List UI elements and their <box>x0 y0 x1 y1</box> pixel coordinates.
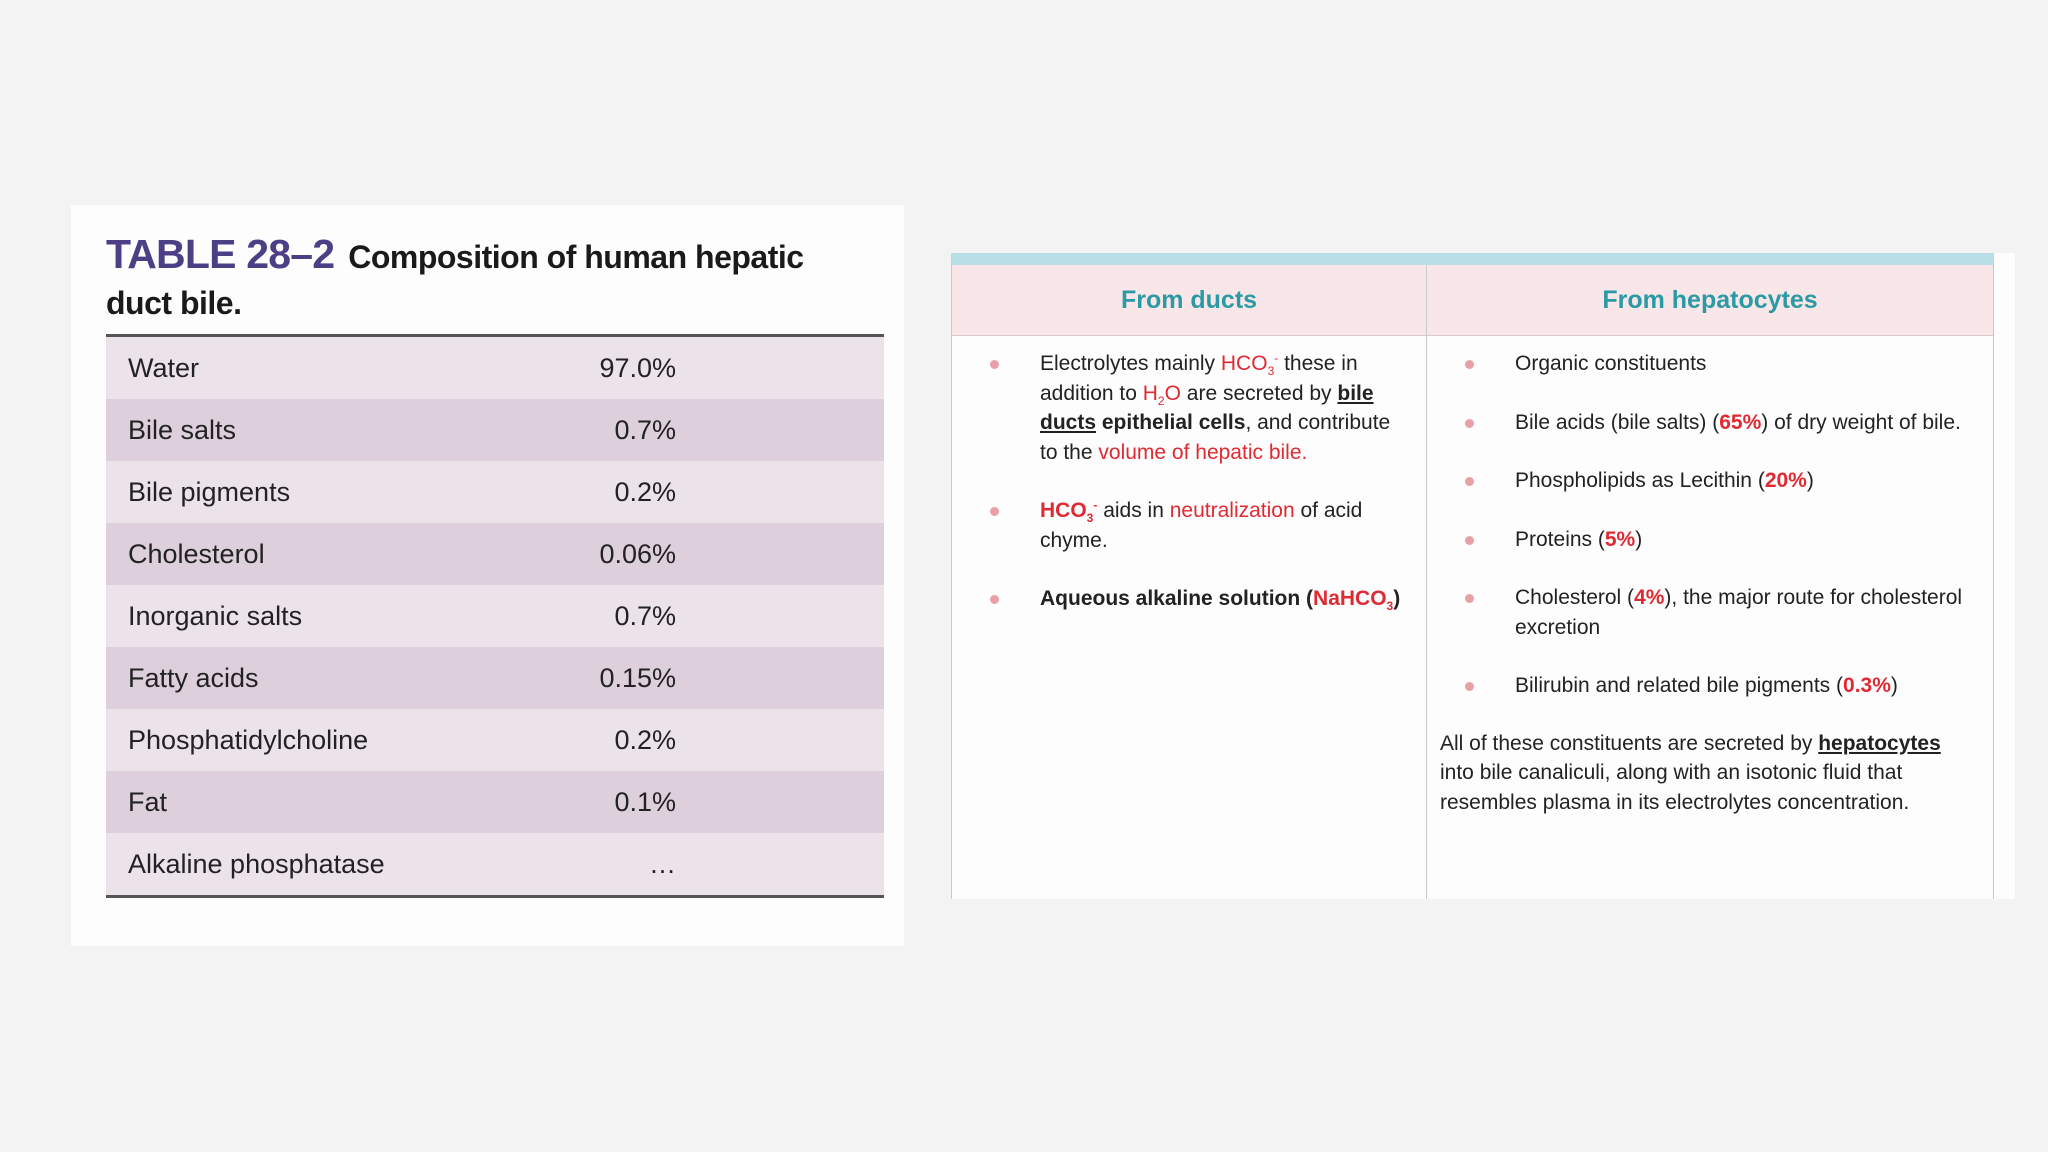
component-name: Fat <box>128 786 168 817</box>
text-span: ) of dry weight of bile. <box>1761 410 1961 434</box>
table-caption: Composition of human hepatic duct bile. <box>106 239 804 321</box>
text-span: Bile acids (bile salts) ( <box>1515 410 1720 434</box>
bullet-icon <box>1465 682 1474 691</box>
superscript: - <box>1093 498 1098 512</box>
hepatocytes-column <box>1427 349 1993 817</box>
composition-table <box>106 334 884 898</box>
component-name: Bile pigments <box>128 476 291 507</box>
ducts-column <box>952 349 1426 643</box>
component-value: … <box>649 848 676 879</box>
hep-bullet-bilirubin <box>1515 671 1975 701</box>
water-term <box>1142 381 1181 408</box>
epithelial-cells-term: epithelial cells <box>1101 411 1246 434</box>
component-value: 0.2% <box>614 476 676 507</box>
text-span: Phospholipids as Lecithin ( <box>1515 469 1765 492</box>
text-span: , and contribute to the <box>1040 411 1391 464</box>
percent-value: 65% <box>1719 410 1762 434</box>
bile-composition-card <box>71 205 904 946</box>
text-span: of acid chyme. <box>1040 499 1363 552</box>
subscript: 3 <box>1386 599 1394 614</box>
ducts-bullet-alkaline <box>1040 584 1410 614</box>
text-span: ) <box>1393 587 1401 610</box>
text-span: into bile canaliculi, along with an isotonic fluid that resembles plasma in its electrolytes concentration. <box>1440 761 1910 814</box>
component-value: 0.15% <box>599 662 676 693</box>
bullet-icon <box>1465 360 1474 369</box>
text-span: Electrolytes mainly <box>1040 352 1221 375</box>
bullet-icon <box>1465 419 1474 428</box>
list-item <box>1427 583 1993 642</box>
text-span: HCO <box>1040 499 1087 522</box>
text-span: aids in <box>1097 499 1170 522</box>
neutralization-term: neutralization <box>1169 499 1295 522</box>
bullet-icon <box>990 595 999 604</box>
component-value: 97.0% <box>599 352 676 383</box>
bile-sources-table <box>951 253 1994 899</box>
text-span: All of these constituents are secreted by <box>1440 731 1819 755</box>
hep-bullet-phospholipids <box>1515 466 1975 496</box>
hepatocytes-term: hepatocytes <box>1818 731 1941 755</box>
hep-bullet-bile-acids <box>1515 408 1975 438</box>
list-item <box>952 349 1426 467</box>
component-name: Phosphatidylcholine <box>128 724 369 755</box>
text-span: Bilirubin and related bile pigments ( <box>1515 674 1844 697</box>
ducts-bullet-hco3 <box>1040 496 1410 555</box>
text-span: are secreted by <box>1180 381 1338 405</box>
bullet-icon <box>1465 536 1474 545</box>
list-item <box>1427 349 1993 379</box>
text-span: Aqueous alkaline solution ( <box>1040 587 1314 610</box>
text-span: Proteins ( <box>1515 527 1605 551</box>
component-name: Alkaline phosphatase <box>128 848 385 879</box>
subscript: 2 <box>1157 393 1165 408</box>
component-value: 0.7% <box>614 600 676 631</box>
subscript: 3 <box>1086 511 1094 526</box>
list-item <box>952 584 1426 614</box>
component-name: Bile salts <box>128 414 237 445</box>
bile-ducts-term: bile ducts <box>1040 381 1374 434</box>
table-row <box>106 833 884 895</box>
list-item <box>1427 525 1993 555</box>
component-value: 0.06% <box>599 538 676 569</box>
hep-bullet-proteins <box>1515 525 1975 555</box>
hep-bullet-organic: Organic constituents <box>1515 352 1707 375</box>
component-name: Cholesterol <box>128 538 265 569</box>
bile-sources-panel <box>951 253 2015 899</box>
text-span: HCO <box>1220 352 1268 375</box>
table-number: TABLE 28–2 <box>106 231 335 277</box>
percent-value: 0.3% <box>1843 674 1891 697</box>
percent-value: 20% <box>1764 469 1807 492</box>
percent-value: 5% <box>1604 527 1636 551</box>
table-row <box>106 461 884 523</box>
component-value: 0.2% <box>614 724 676 755</box>
table-row <box>106 337 884 399</box>
bullet-icon <box>1465 477 1474 486</box>
text-span: NaHCO <box>1313 587 1387 610</box>
volume-term: volume of hepatic bile. <box>1098 440 1308 464</box>
header-from-ducts: From ducts <box>952 265 1426 336</box>
text-span: ), the major route for cholesterol excretion <box>1515 586 1963 639</box>
list-item <box>1427 408 1993 438</box>
component-value: 0.1% <box>614 786 676 817</box>
list-item <box>1427 671 1993 701</box>
text-span: H <box>1142 381 1158 405</box>
table-title <box>106 231 806 326</box>
bullet-icon <box>990 360 999 369</box>
list-item <box>952 496 1426 555</box>
hco3-term <box>1040 498 1098 526</box>
percent-value: 4% <box>1634 586 1665 609</box>
superscript: - <box>1274 351 1279 365</box>
component-name: Inorganic salts <box>128 600 303 631</box>
text-span: ) <box>1635 527 1643 551</box>
table-row <box>106 771 884 833</box>
table-row <box>106 709 884 771</box>
bullet-icon <box>1465 594 1474 603</box>
subscript: 3 <box>1267 364 1275 379</box>
text-span: these in addition to <box>1040 352 1358 405</box>
hepatocytes-note <box>1440 729 1980 818</box>
component-name: Water <box>128 352 200 383</box>
text-span: O <box>1164 381 1181 405</box>
header-from-hepatocytes: From hepatocytes <box>1427 265 1993 336</box>
ducts-bullet-electrolytes <box>1040 349 1410 467</box>
component-name: Fatty acids <box>128 662 259 693</box>
hco3-term <box>1220 351 1279 379</box>
bullet-icon <box>990 507 999 516</box>
table-row <box>106 647 884 709</box>
nahco3-term <box>1313 587 1394 614</box>
text-span: Cholesterol ( <box>1515 586 1635 609</box>
table-row <box>106 523 884 585</box>
table-row <box>106 399 884 461</box>
table-row <box>106 585 884 647</box>
list-item <box>1427 466 1993 496</box>
text-span: ) <box>1806 469 1814 492</box>
text-span: ) <box>1890 674 1898 697</box>
hep-bullet-cholesterol <box>1515 583 1975 642</box>
component-value: 0.7% <box>614 414 676 445</box>
